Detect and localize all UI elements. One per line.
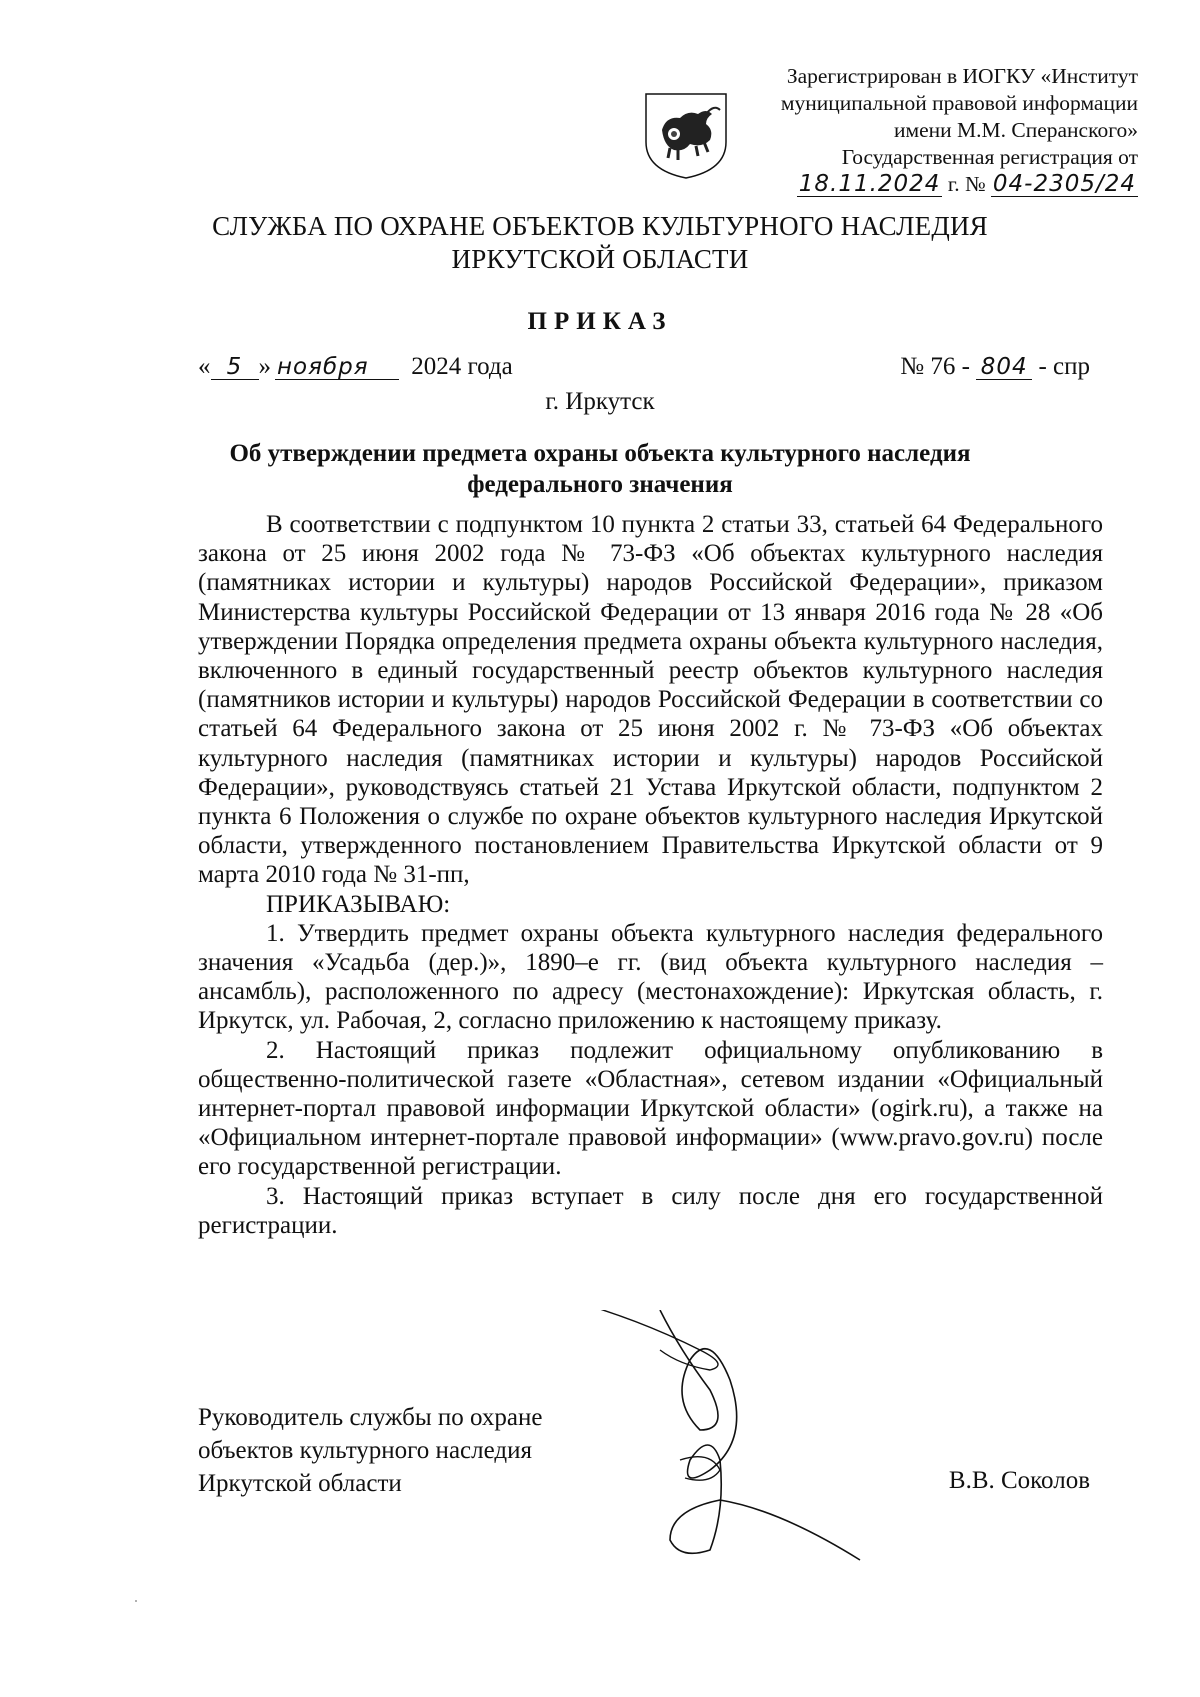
body-preamble: В соответствии с подпунктом 10 пункта 2 статьи 33, статьей 64 Федерального закона от 25 июня 2002 года № 73-ФЗ «Об объектах культурного наследия (памятниках истории и культуры) народов Российской Федерации», приказом Министерства культуры Российской Федерации от 13 января 2016 года № 28 «Об утверждении Порядка определения предмета охраны объекта культурного наследия, включенного в единый государственный реестр объектов культурного наследия (памятников истории и культуры) народов Российской Федерации в соответствии со статьей 64 Федерального закона от 25 июня 2002 г. № 73-ФЗ «Об объектах культурного наследия (памятниках истории и культуры) народов Российской Федерации», руководствуясь статьей 21 Устава Иркутской области, подпунктом 2 пункта 6 Положения о службе по охране объектов культурного наследия Иркутской области, утвержденного постановлением Правительства Иркутской области от 9 марта 2010 года № 31-пп,	[198, 511, 1103, 889]
registration-number: 04-2305/24	[992, 171, 1136, 197]
registration-line2: муниципальной правовой информации	[780, 91, 1138, 115]
order-number-value: 804	[976, 355, 1032, 380]
order-number-suffix: - спр	[1038, 353, 1090, 380]
signatory-title	[198, 1401, 542, 1500]
organization-name-line1: СЛУЖБА ПО ОХРАНЕ ОБЪЕКТОВ КУЛЬТУРНОГО НАСЛЕДИЯ	[212, 211, 988, 241]
document-type-title: ПРИКАЗ	[527, 308, 673, 335]
registration-mid: г. №	[947, 172, 986, 196]
quote-open: «	[198, 353, 211, 380]
registration-date: 18.11.2024	[798, 171, 941, 197]
body-order-word: ПРИКАЗЫВАЮ:	[266, 890, 451, 918]
subject-line2: федерального значения	[467, 471, 733, 498]
registration-stamp	[781, 63, 1138, 198]
signatory-title-line3: Иркутской области	[198, 1470, 402, 1497]
registration-line1: Зарегистрирован в ИОГКУ «Институт	[786, 64, 1138, 88]
order-subject	[0, 438, 1200, 500]
organization-header	[0, 210, 1200, 276]
order-month: ноября	[275, 355, 399, 380]
registration-line3: имени М.М. Сперанского»	[893, 118, 1138, 142]
order-number	[900, 353, 1090, 381]
order-body	[198, 510, 1103, 1240]
signatory-title-line1: Руководитель службы по охране	[198, 1404, 543, 1431]
body-item-1: 1. Утвердить предмет охраны объекта культурного наследия федерального значения «Усадьба (дер.)», 1890–е гг. (вид объекта культурного наследия – ансамбль), расположенного по адресу (местонахождение): Иркутская область, г. Иркутск, ул. Рабочая, 2, согласно приложению к настоящему приказу.	[198, 919, 1103, 1035]
order-date	[198, 353, 513, 381]
registration-line4: Государственная регистрация от	[841, 145, 1138, 169]
body-item-2: 2. Настоящий приказ подлежит официальному опубликованию в общественно-политической газете «Областная», сетевом издании «Официальный интернет-портал правовой информации Иркутской области» (ogirk.ru), а также на «Официальном интернет-портале правовой информации» (www.pravo.gov.ru) после его государственной регистрации.	[198, 1036, 1103, 1181]
irkutsk-coat-of-arms-icon	[640, 90, 732, 180]
signatory-title-line2: объектов культурного наследия	[198, 1437, 532, 1464]
handwritten-signature	[560, 1310, 940, 1570]
order-year: 2024 года	[411, 353, 513, 380]
scan-speck	[135, 1600, 137, 1602]
registration-number-line	[781, 171, 1138, 198]
signatory-name: В.В. Соколов	[948, 1467, 1090, 1494]
organization-name-line2: ИРКУТСКОЙ ОБЛАСТИ	[451, 244, 749, 274]
subject-line1: Об утверждении предмета охраны объекта культурного наследия	[229, 440, 971, 467]
order-day: 5	[211, 355, 259, 380]
body-item-3: 3. Настоящий приказ вступает в силу после дня его государственной регистрации.	[198, 1182, 1103, 1239]
quote-close: »	[258, 353, 271, 380]
order-city: г. Иркутск	[545, 388, 655, 415]
order-number-prefix: № 76 -	[900, 353, 970, 380]
